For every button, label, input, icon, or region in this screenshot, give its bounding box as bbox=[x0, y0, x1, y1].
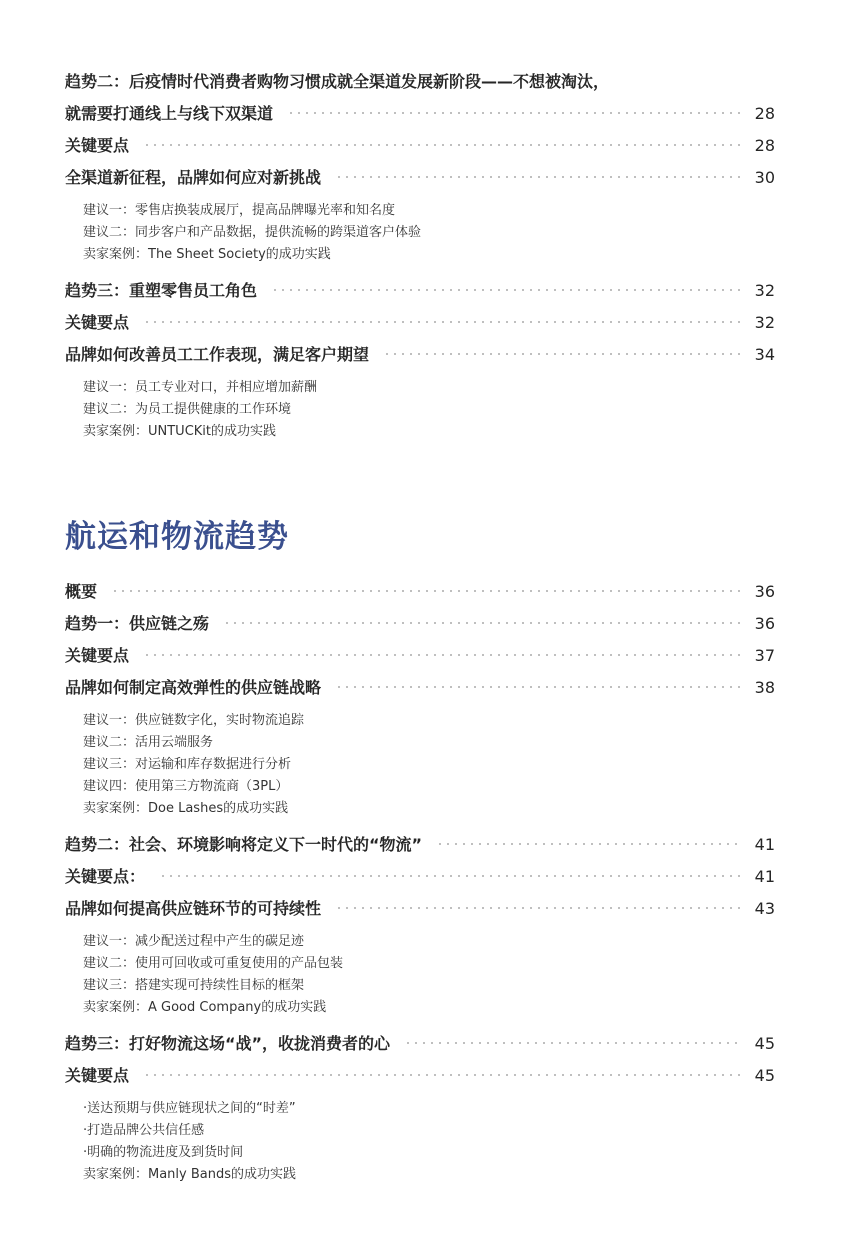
toc-sub-item: 建议四：使用第三方物流商（3PL） bbox=[83, 779, 289, 794]
page-number: 28 bbox=[754, 136, 775, 155]
toc-entry-key-points[interactable] bbox=[65, 869, 775, 885]
toc-entry-title: 概要 bbox=[65, 582, 98, 601]
dot-leader bbox=[335, 907, 743, 909]
dot-leader bbox=[335, 686, 743, 688]
dot-leader bbox=[143, 144, 743, 146]
toc-entry-title: 品牌如何提高供应链环节的可持续性 bbox=[65, 899, 322, 918]
page-number: 28 bbox=[754, 104, 775, 123]
toc-entry-title: 全渠道新征程，品牌如何应对新挑战 bbox=[65, 168, 322, 187]
toc-entry-title: 品牌如何制定高效弹性的供应链战略 bbox=[65, 678, 322, 697]
toc-sub-item: 卖家案例：A Good Company的成功实践 bbox=[83, 1000, 327, 1015]
dot-leader bbox=[271, 289, 743, 291]
toc-entry-key-points[interactable] bbox=[65, 315, 775, 331]
toc-entry-trend2-line1[interactable] bbox=[65, 74, 775, 90]
toc-sub-item: 建议三：对运输和库存数据进行分析 bbox=[83, 757, 292, 772]
toc-entry-key-points[interactable] bbox=[65, 1068, 775, 1084]
page-number: 41 bbox=[754, 835, 775, 854]
toc-entry-trend3[interactable] bbox=[65, 283, 775, 299]
toc-entry-title: 关键要点 bbox=[65, 313, 130, 332]
toc-sub-item: ·明确的物流进度及到货时间 bbox=[83, 1145, 244, 1160]
toc-entry-key-points[interactable] bbox=[65, 648, 775, 664]
toc-sub-item: 建议二：为员工提供健康的工作环境 bbox=[83, 402, 292, 417]
toc-sub-list bbox=[83, 931, 775, 1019]
toc-sub-list bbox=[83, 377, 775, 443]
dot-leader bbox=[111, 590, 743, 592]
toc-entry-title: 关键要点 bbox=[65, 1066, 130, 1085]
page-number: 32 bbox=[754, 281, 775, 300]
toc-sub-list bbox=[83, 710, 775, 820]
toc-entry-trend1[interactable] bbox=[65, 616, 775, 632]
toc-entry-title: 趋势三：重塑零售员工角色 bbox=[65, 281, 258, 300]
toc-sub-item: 建议二：同步客户和产品数据，提供流畅的跨渠道客户体验 bbox=[83, 225, 422, 240]
table-of-contents bbox=[65, 74, 775, 1203]
toc-entry-title: 就需要打通线上与线下双渠道 bbox=[65, 104, 274, 123]
page-number: 43 bbox=[754, 899, 775, 918]
toc-entry-trend3-logistics[interactable] bbox=[65, 1036, 775, 1052]
toc-entry-sustainability[interactable] bbox=[65, 901, 775, 917]
dot-leader bbox=[404, 1042, 743, 1044]
page-number: 36 bbox=[754, 614, 775, 633]
toc-entry-supply-chain[interactable] bbox=[65, 680, 775, 696]
toc-entry-title: 趋势一：供应链之殇 bbox=[65, 614, 210, 633]
page-number: 38 bbox=[754, 678, 775, 697]
toc-sub-item: 建议一：供应链数字化，实时物流追踪 bbox=[83, 713, 305, 728]
section-heading: 航运和物流趋势 bbox=[65, 519, 289, 555]
toc-entry-title: 品牌如何改善员工工作表现，满足客户期望 bbox=[65, 345, 370, 364]
toc-entry-trend2[interactable] bbox=[65, 106, 775, 122]
toc-sub-list bbox=[83, 1098, 775, 1186]
toc-sub-item: 建议一：减少配送过程中产生的碳足迹 bbox=[83, 934, 305, 949]
toc-sub-item: 建议二：使用可回收或可重复使用的产品包装 bbox=[83, 956, 344, 971]
page-number: 45 bbox=[754, 1034, 775, 1053]
dot-leader bbox=[159, 875, 743, 877]
toc-sub-item: 卖家案例：Manly Bands的成功实践 bbox=[83, 1167, 297, 1182]
dot-leader bbox=[143, 321, 743, 323]
dot-leader bbox=[436, 843, 743, 845]
toc-sub-item: ·送达预期与供应链现状之间的“时差” bbox=[83, 1101, 296, 1116]
dot-leader bbox=[335, 176, 743, 178]
page-number: 34 bbox=[754, 345, 775, 364]
toc-sub-item: 建议一：零售店换装成展厅，提高品牌曝光率和知名度 bbox=[83, 203, 396, 218]
toc-sub-item: 卖家案例：Doe Lashes的成功实践 bbox=[83, 801, 289, 816]
page-number: 37 bbox=[754, 646, 775, 665]
page-number: 41 bbox=[754, 867, 775, 886]
toc-entry-title: 趋势三：打好物流这场“战”，收拢消费者的心 bbox=[65, 1034, 391, 1053]
toc-entry-title: 关键要点： bbox=[65, 867, 146, 886]
toc-sub-list bbox=[83, 200, 775, 266]
toc-sub-item: 卖家案例：UNTUCKit的成功实践 bbox=[83, 424, 277, 439]
toc-entry-title: 关键要点 bbox=[65, 646, 130, 665]
dot-leader bbox=[143, 1074, 743, 1076]
page-number: 30 bbox=[754, 168, 775, 187]
toc-entry-key-points[interactable] bbox=[65, 138, 775, 154]
dot-leader bbox=[287, 112, 743, 114]
page-number: 36 bbox=[754, 582, 775, 601]
toc-sub-item: 建议二：活用云端服务 bbox=[83, 735, 214, 750]
toc-entry-omnichannel[interactable] bbox=[65, 170, 775, 186]
dot-leader bbox=[143, 654, 743, 656]
page-number: 32 bbox=[754, 313, 775, 332]
toc-entry-trend2-logistics[interactable] bbox=[65, 837, 775, 853]
toc-entry-title: 趋势二：社会、环境影响将定义下一时代的“物流” bbox=[65, 835, 423, 854]
toc-entry-overview[interactable] bbox=[65, 584, 775, 600]
toc-sub-item: 建议三：搭建实现可持续性目标的框架 bbox=[83, 978, 305, 993]
page-number: 45 bbox=[754, 1066, 775, 1085]
toc-sub-item: ·打造品牌公共信任感 bbox=[83, 1123, 205, 1138]
toc-sub-item: 卖家案例：The Sheet Society的成功实践 bbox=[83, 247, 331, 262]
dot-leader bbox=[223, 622, 743, 624]
toc-sub-item: 建议一：员工专业对口，并相应增加薪酬 bbox=[83, 380, 318, 395]
dot-leader bbox=[383, 353, 743, 355]
toc-entry-title: 趋势二：后疫情时代消费者购物习惯成就全渠道发展新阶段——不想被淘汰， bbox=[65, 72, 610, 91]
toc-entry-title: 关键要点 bbox=[65, 136, 130, 155]
toc-entry-staff[interactable] bbox=[65, 347, 775, 363]
